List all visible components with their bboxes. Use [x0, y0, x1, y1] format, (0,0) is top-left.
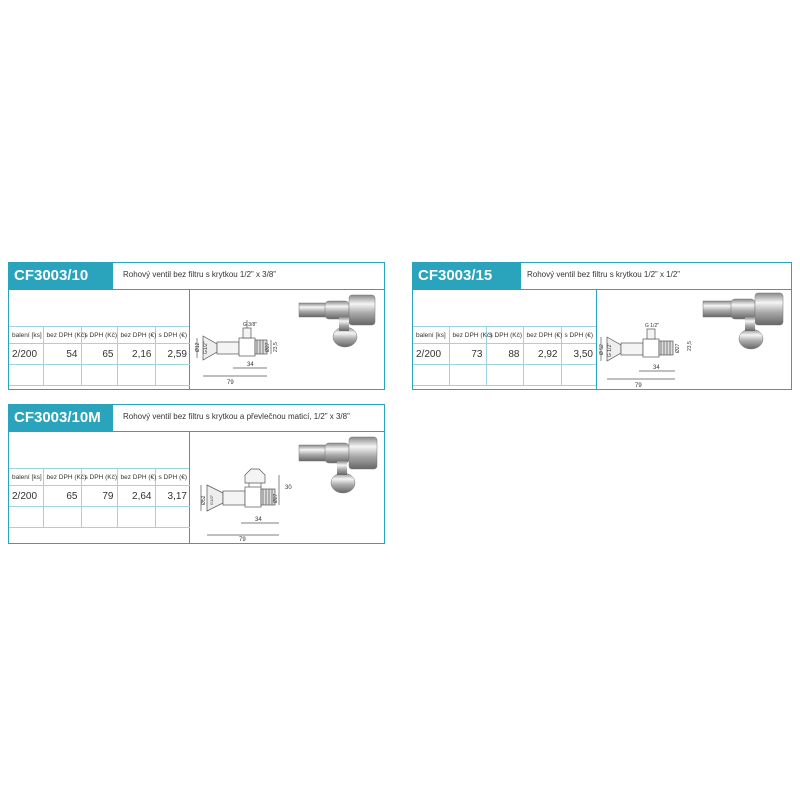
empty-cell — [561, 365, 596, 386]
price-table-area — [413, 290, 597, 390]
product-description: Rohový ventil bez filtru s krytkou 1/2” x 1/2” — [527, 270, 680, 279]
label-height: 30 — [285, 485, 292, 491]
cell-price-vat-eur: 2,59 — [155, 344, 190, 365]
empty-cell — [155, 507, 190, 528]
cell-price-no-vat-czk: 73 — [449, 344, 486, 365]
label-thread2: G 1/2" — [607, 342, 613, 357]
empty-cell — [9, 507, 43, 528]
price-table-area — [9, 290, 190, 390]
price-table — [413, 327, 596, 386]
label-thread2: G1/2" — [209, 494, 214, 505]
valve-photo — [295, 435, 383, 497]
header-price-vat-czk: s DPH (Kč) — [81, 469, 117, 486]
product-card-cf3003-10 — [8, 262, 385, 390]
valve-photo — [295, 293, 383, 351]
label-length-short: 34 — [255, 517, 262, 523]
empty-cell — [81, 507, 117, 528]
label-dia2: Ø27 — [265, 342, 271, 352]
price-table-area — [9, 432, 190, 544]
label-length-total: 79 — [227, 380, 234, 386]
label-dia2: Ø27 — [675, 343, 681, 353]
product-description: Rohový ventil bez filtru s krytkou a převlečnou maticí, 1/2” x 3/8” — [123, 412, 350, 421]
cell-price-vat-czk: 65 — [81, 344, 117, 365]
label-height: 23,5 — [687, 341, 693, 351]
product-description: Rohový ventil bez filtru s krytkou 1/2” x 3/8” — [123, 270, 276, 279]
card-header — [413, 263, 791, 290]
header-price-no-vat-czk: bez DPH (Kč) — [449, 327, 486, 344]
product-code: CF3003/10M — [9, 405, 113, 431]
empty-cell — [117, 365, 155, 386]
empty-cell — [155, 365, 190, 386]
empty-cell — [486, 365, 523, 386]
label-length-total: 79 — [635, 383, 642, 389]
empty-cell — [81, 365, 117, 386]
cell-price-no-vat-eur: 2,16 — [117, 344, 155, 365]
label-height: 23,5 — [273, 342, 279, 352]
header-price-vat-eur: s DPH (€) — [561, 327, 596, 344]
product-code: CF3003/15 — [413, 263, 521, 289]
empty-cell — [449, 365, 486, 386]
cell-price-vat-eur: 3,50 — [561, 344, 596, 365]
label-length-total: 79 — [239, 537, 246, 543]
header-packaging: balení [ks] — [9, 327, 43, 344]
header-price-no-vat-eur: bez DPH (€) — [117, 327, 155, 344]
header-price-vat-czk: s DPH (Kč) — [486, 327, 523, 344]
cell-price-vat-czk: 79 — [81, 486, 117, 507]
header-packaging: balení [ks] — [9, 469, 43, 486]
label-thread: G 1/2" — [645, 323, 660, 329]
header-price-no-vat-czk: bez DPH (Kč) — [43, 469, 81, 486]
header-price-no-vat-czk: bez DPH (Kč) — [43, 327, 81, 344]
spacer-row — [413, 290, 596, 327]
spacer-row — [9, 290, 189, 327]
label-thread2: G1/2" — [203, 341, 209, 354]
header-price-no-vat-eur: bez DPH (€) — [523, 327, 561, 344]
card-header — [9, 405, 384, 432]
header-price-vat-czk: s DPH (Kč) — [81, 327, 117, 344]
cell-packaging: 2/200 — [9, 486, 43, 507]
empty-cell — [117, 507, 155, 528]
header-packaging: balení [ks] — [413, 327, 449, 344]
empty-cell — [523, 365, 561, 386]
cell-packaging: 2/200 — [413, 344, 449, 365]
cell-price-no-vat-czk: 54 — [43, 344, 81, 365]
cell-price-vat-czk: 88 — [486, 344, 523, 365]
empty-cell — [9, 365, 43, 386]
cell-price-vat-eur: 3,17 — [155, 486, 190, 507]
cell-price-no-vat-eur: 2,64 — [117, 486, 155, 507]
header-price-no-vat-eur: bez DPH (€) — [117, 469, 155, 486]
header-price-vat-eur: s DPH (€) — [155, 327, 190, 344]
card-header — [9, 263, 384, 290]
label-length-short: 34 — [653, 365, 660, 371]
technical-drawing — [197, 318, 307, 390]
label-thread: G 3/8" — [243, 322, 258, 328]
product-code: CF3003/10 — [9, 263, 113, 289]
cell-packaging: 2/200 — [9, 344, 43, 365]
cell-price-no-vat-czk: 65 — [43, 486, 81, 507]
cell-price-no-vat-eur: 2,92 — [523, 344, 561, 365]
label-dia2: Ø27 — [273, 493, 279, 503]
header-price-vat-eur: s DPH (€) — [155, 469, 190, 486]
product-card-cf3003-10m — [8, 404, 385, 544]
label-length-short: 34 — [247, 362, 254, 368]
empty-cell — [43, 507, 81, 528]
technical-drawing — [599, 321, 709, 389]
empty-cell — [43, 365, 81, 386]
label-dia1: Ø 52 — [599, 344, 605, 355]
price-table — [9, 469, 190, 528]
valve-photo — [699, 291, 789, 353]
label-dia1: Ø12 — [195, 342, 201, 352]
empty-cell — [413, 365, 449, 386]
spacer-row — [9, 432, 189, 469]
product-card-cf3003-15 — [412, 262, 792, 390]
price-table — [9, 327, 190, 386]
label-dia1: Ø52 — [201, 495, 207, 505]
